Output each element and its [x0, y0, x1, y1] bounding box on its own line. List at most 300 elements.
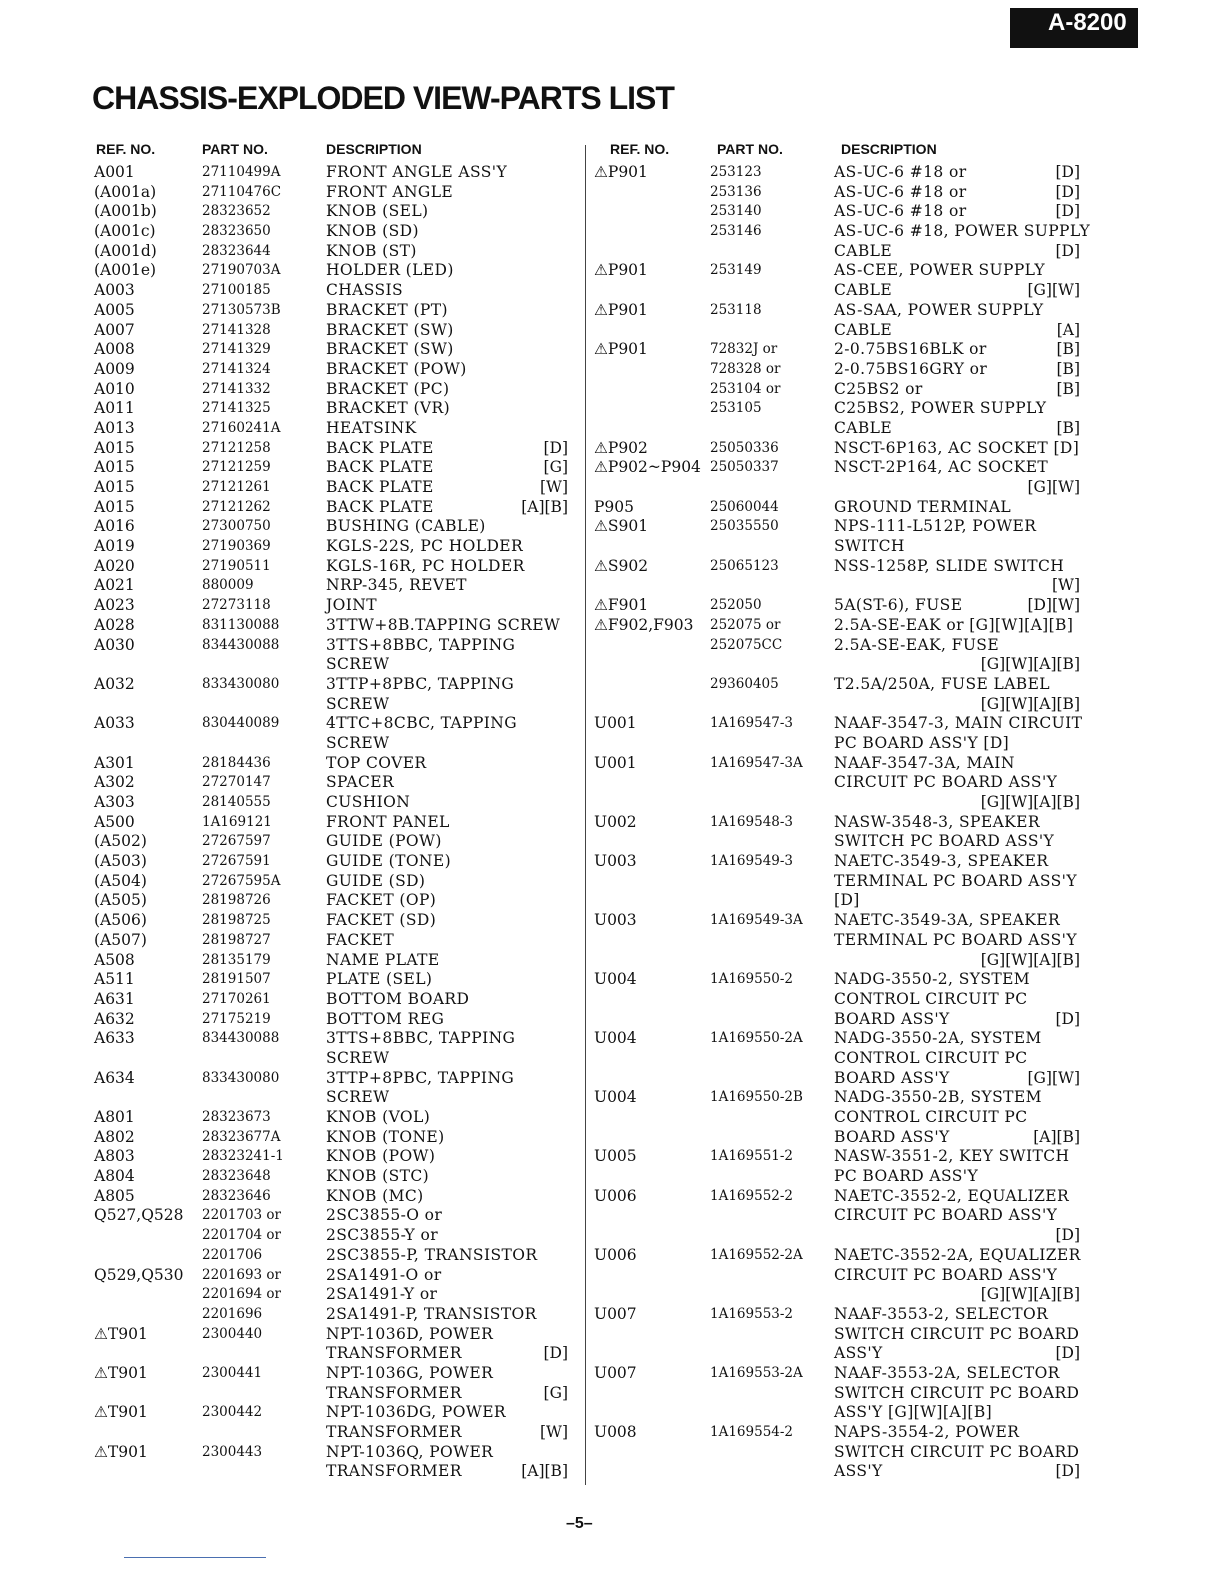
part-no-cell: 1A169549-3A [710, 912, 803, 929]
parts-row [594, 1403, 1080, 1423]
column-divider [585, 145, 586, 1485]
parts-row [594, 1167, 1080, 1187]
description-cell: [D] [834, 891, 860, 910]
description-cell: NADG-3550-2B, SYSTEM [834, 1088, 1042, 1107]
parts-row [94, 852, 568, 872]
part-no-cell: 834430088 [202, 636, 280, 653]
part-no-cell: 28135179 [202, 951, 271, 968]
parts-row [94, 222, 568, 242]
part-no-cell: 28140555 [202, 794, 271, 810]
parts-row [94, 301, 568, 321]
parts-row [94, 1029, 568, 1049]
description-cell: NAAF-3553-2, SELECTOR [834, 1304, 1049, 1323]
part-no-cell: 25050336 [710, 439, 779, 456]
ref-no-cell: Q529,Q530 [94, 1265, 184, 1284]
parts-row [94, 970, 568, 990]
ref-no-cell: A032 [94, 674, 135, 693]
description-cell: FRONT ANGLE ASS'Y [326, 163, 508, 181]
description-cell: FRONT PANEL [326, 812, 450, 831]
ref-no-cell: A033 [94, 714, 135, 733]
parts-row [594, 754, 1080, 774]
description-cell: 2SA1491-O or [326, 1265, 442, 1284]
parts-row [94, 1344, 568, 1364]
parts-row [94, 773, 568, 793]
description-cell: 2SC3855-Y or [326, 1226, 439, 1245]
version-code-cell: [D] [1055, 163, 1080, 181]
part-no-cell: 27190369 [202, 538, 271, 555]
description-cell: HEATSINK [326, 418, 417, 437]
part-no-cell: 728328 or [710, 360, 781, 377]
parts-row [594, 911, 1080, 931]
ref-no-cell: A028 [94, 615, 135, 634]
part-no-cell: 2201693 or [202, 1266, 281, 1283]
parts-row [594, 301, 1080, 321]
description-cell: JOINT [326, 596, 377, 615]
parts-row [94, 1305, 568, 1325]
ref-no-cell: (A504) [94, 871, 147, 890]
part-no-cell: 27267591 [202, 853, 271, 870]
page-title: CHASSIS-EXPLODED VIEW-PARTS LIST [92, 80, 674, 116]
description-cell: CONTROL CIRCUIT PC [834, 1048, 1028, 1067]
description-cell: 3TTP+8PBC, TAPPING [326, 674, 515, 693]
part-no-cell: 252075CC [710, 636, 783, 653]
parts-row [94, 1088, 568, 1108]
description-cell: NAAF-3553-2A, SELECTOR [834, 1363, 1060, 1382]
parts-row [94, 1010, 568, 1030]
parts-row [594, 1285, 1080, 1305]
parts-row [594, 773, 1080, 793]
description-cell: BUSHING (CABLE) [326, 517, 486, 536]
parts-row [594, 458, 1080, 478]
version-code-cell: [A] [1056, 320, 1080, 339]
parts-row [94, 1167, 568, 1187]
version-code-cell: [D] [1055, 202, 1080, 221]
parts-row [94, 911, 568, 931]
ref-no-cell: (A505) [94, 891, 147, 910]
description-cell: NAETC-3549-3A, SPEAKER [834, 911, 1061, 930]
description-cell: C25BS2, POWER SUPPLY [834, 399, 1047, 418]
parts-row [594, 596, 1080, 616]
parts-row [94, 1423, 568, 1443]
ref-no-cell: Q527,Q528 [94, 1206, 184, 1225]
description-cell: SCREW [326, 733, 390, 752]
parts-row [594, 1305, 1080, 1325]
description-cell: BOARD ASS'Y [834, 1127, 950, 1146]
description-cell: CABLE [834, 241, 893, 260]
parts-row [94, 478, 568, 498]
ref-no-cell: ⚠P902~P904 [594, 458, 701, 477]
parts-row [594, 990, 1080, 1010]
description-cell: 4TTC+8CBC, TAPPING [326, 714, 518, 733]
description-cell: T2.5A/250A, FUSE LABEL [834, 674, 1050, 693]
version-code-cell: [G] [543, 1383, 568, 1402]
parts-row [94, 616, 568, 636]
parts-row [594, 675, 1080, 695]
ref-no-cell: (A502) [94, 832, 147, 851]
ref-no-cell: A030 [94, 635, 135, 654]
description-cell: NRP-345, REVET [326, 576, 467, 595]
version-code-cell: [A][B] [521, 497, 568, 516]
parts-row [594, 1443, 1080, 1463]
description-cell: BRACKET (SW) [326, 340, 454, 359]
description-cell: AS-UC-6 #18, POWER SUPPLY [834, 222, 1091, 241]
description-cell: CIRCUIT PC BOARD ASS'Y [834, 773, 1058, 792]
ref-no-cell: A015 [94, 478, 135, 496]
ref-no-cell: A005 [94, 300, 135, 319]
description-cell: 2-0.75BS16GRY or [834, 359, 988, 378]
description-cell: 5A(ST-6), FUSE [834, 596, 963, 615]
description-cell: SCREW [326, 1088, 390, 1107]
part-no-cell: 28323646 [202, 1187, 271, 1204]
parts-row [594, 1049, 1080, 1069]
right-header-part-no: PART NO. [717, 141, 783, 157]
ref-no-cell: A511 [94, 970, 135, 989]
parts-row [594, 1147, 1080, 1167]
part-no-cell: 27110476C [202, 183, 282, 200]
description-cell: KNOB (POW) [326, 1147, 436, 1166]
part-no-cell: 2201704 or [202, 1227, 281, 1244]
parts-row [94, 754, 568, 774]
part-no-cell: 833430080 [202, 675, 280, 692]
part-no-cell: 27141324 [202, 360, 271, 377]
description-cell: TRANSFORMER [326, 1462, 462, 1481]
description-cell: BRACKET (PT) [326, 300, 448, 319]
description-cell: TOP COVER [326, 753, 427, 772]
parts-row [94, 832, 568, 852]
ref-no-cell: U002 [594, 812, 637, 831]
parts-row [94, 734, 568, 754]
part-no-cell: 833430080 [202, 1069, 280, 1086]
version-code-cell: [G][W] [1027, 281, 1080, 300]
description-cell: CABLE [834, 320, 893, 339]
ref-no-cell: U001 [594, 714, 637, 733]
ref-no-cell: ⚠T901 [94, 1442, 148, 1461]
parts-row [94, 931, 568, 951]
part-no-cell: 27270147 [202, 774, 271, 791]
part-no-cell: 27110499A [202, 164, 281, 180]
version-code-cell: [D] [1055, 1226, 1080, 1245]
part-no-cell: 2300440 [202, 1325, 263, 1342]
part-no-cell: 27141329 [202, 341, 271, 358]
version-code-cell: [D] [543, 438, 568, 457]
version-code-cell: [D] [1055, 1344, 1080, 1363]
description-cell: TRANSFORMER [326, 1383, 462, 1402]
description-cell: AS-SAA, POWER SUPPLY [834, 300, 1044, 319]
ref-no-cell: A302 [94, 773, 135, 792]
part-no-cell: 2201696 [202, 1305, 263, 1322]
model-badge: A-8200 [1010, 8, 1138, 48]
description-cell: AS-UC-6 #18 or [834, 182, 967, 201]
parts-row [94, 675, 568, 695]
ref-no-cell: A804 [94, 1167, 135, 1186]
ref-no-cell: ⚠P901 [594, 261, 648, 280]
description-cell: BOTTOM BOARD [326, 989, 470, 1008]
version-code-cell: [G][W][A][B] [980, 793, 1080, 811]
description-cell: NSS-1258P, SLIDE SWITCH [834, 556, 1065, 575]
ref-no-cell: A633 [94, 1029, 135, 1048]
parts-row [594, 261, 1080, 281]
parts-row [94, 498, 568, 518]
version-code-cell: [B] [1056, 340, 1080, 359]
ref-no-cell: A015 [94, 497, 135, 516]
parts-row [594, 813, 1080, 833]
ref-no-cell: U006 [594, 1186, 637, 1205]
parts-row [594, 478, 1080, 498]
ref-no-cell: ⚠T901 [94, 1324, 148, 1343]
parts-row [594, 1384, 1080, 1404]
ref-no-cell: (A001d) [94, 241, 157, 260]
parts-row [94, 1206, 568, 1226]
parts-row [594, 202, 1080, 222]
description-cell: NASW-3551-2, KEY SWITCH [834, 1147, 1070, 1166]
description-cell: ASS'Y [834, 1462, 883, 1481]
parts-row [594, 439, 1080, 459]
parts-row [94, 1266, 568, 1286]
part-no-cell: 27267595A [202, 872, 281, 889]
description-cell: 2SC3855-O or [326, 1206, 443, 1225]
ref-no-cell: (A001e) [94, 261, 157, 280]
description-cell: PC BOARD ASS'Y [834, 1167, 979, 1186]
version-code-cell: [G][W][A][B] [980, 694, 1080, 713]
description-cell: FRONT ANGLE [326, 182, 454, 201]
ref-no-cell: (A503) [94, 852, 147, 871]
description-cell: KNOB (ST) [326, 241, 417, 260]
description-cell: TRANSFORMER [326, 1423, 462, 1441]
description-cell: KGLS-22S, PC HOLDER [326, 537, 524, 556]
part-no-cell: 252075 or [710, 616, 781, 633]
version-code-cell: [W] [1051, 576, 1080, 595]
parts-row [594, 557, 1080, 577]
description-cell: BRACKET (SW) [326, 320, 454, 339]
part-no-cell: 2300441 [202, 1364, 263, 1381]
description-cell: NPS-111-L512P, POWER [834, 517, 1037, 536]
version-code-cell: [A][B] [1033, 1127, 1080, 1146]
parts-row [594, 498, 1080, 518]
parts-row [94, 458, 568, 478]
ref-no-cell: A301 [94, 753, 135, 772]
part-no-cell: 1A169549-3 [710, 853, 794, 870]
description-cell: GROUND TERMINAL [834, 497, 1012, 516]
description-cell: NADG-3550-2, SYSTEM [834, 970, 1031, 989]
ref-no-cell: ⚠P901 [594, 163, 648, 181]
parts-row [94, 951, 568, 971]
ref-no-cell: A632 [94, 1009, 135, 1028]
part-no-cell: 27267597 [202, 833, 271, 850]
parts-row [594, 222, 1091, 242]
part-no-cell: 25060044 [710, 498, 779, 515]
parts-row [594, 340, 1080, 360]
ref-no-cell: ⚠F902,F903 [594, 615, 694, 634]
parts-row [594, 1344, 1080, 1364]
part-no-cell: 28323652 [202, 203, 271, 220]
part-no-cell: 2201694 or [202, 1286, 281, 1303]
part-no-cell: 1A169551-2 [710, 1148, 794, 1165]
description-cell: NSCT-2P164, AC SOCKET [834, 458, 1049, 477]
description-cell: PLATE (SEL) [326, 970, 433, 989]
parts-row [94, 714, 568, 734]
description-cell: NPT-1036G, POWER [326, 1363, 494, 1382]
parts-row [94, 1462, 568, 1482]
parts-row [594, 852, 1080, 872]
version-code-cell: [G][W][A][B] [980, 1285, 1080, 1304]
parts-row [594, 1364, 1080, 1384]
part-no-cell: 28323650 [202, 223, 271, 240]
ref-no-cell: U003 [594, 852, 637, 871]
part-no-cell: 28323677A [202, 1128, 281, 1145]
part-no-cell: 1A169554-2 [710, 1424, 794, 1440]
ref-no-cell: A631 [94, 989, 135, 1008]
description-cell: KNOB (MC) [326, 1186, 424, 1205]
parts-row [594, 655, 1080, 675]
ref-no-cell: (A001b) [94, 202, 157, 221]
description-cell: BACK PLATE [326, 438, 434, 457]
part-no-cell: 28323644 [202, 242, 271, 259]
ref-no-cell: A805 [94, 1186, 135, 1205]
part-no-cell: 1A169552-2A [710, 1246, 803, 1263]
ref-no-cell: (A507) [94, 930, 147, 949]
description-cell: 2SC3855-P, TRANSISTOR [326, 1245, 538, 1264]
ref-no-cell: A021 [94, 576, 135, 595]
ref-no-cell: A011 [94, 399, 135, 418]
description-cell: 3TTP+8PBC, TAPPING [326, 1068, 515, 1087]
ref-no-cell: ⚠P901 [594, 300, 648, 319]
part-no-cell: 27300750 [202, 518, 271, 535]
right-header-description: DESCRIPTION [841, 141, 937, 157]
parts-row [594, 419, 1080, 439]
description-cell: BRACKET (PC) [326, 379, 450, 398]
ref-no-cell: A001 [94, 163, 135, 181]
left-header-ref-no: REF. NO. [96, 141, 156, 157]
part-no-cell: 27121262 [202, 498, 271, 515]
version-code-cell: [D] [1055, 182, 1080, 201]
description-cell: NAPS-3554-2, POWER [834, 1423, 1020, 1441]
description-cell: SWITCH CIRCUIT PC BOARD [834, 1324, 1080, 1343]
parts-row [94, 163, 568, 183]
ref-no-cell: A801 [94, 1108, 135, 1126]
part-no-cell: 253123 [710, 164, 762, 180]
part-no-cell: 1A169553-2A [710, 1364, 803, 1381]
parts-row [594, 537, 1080, 557]
parts-row [94, 636, 568, 656]
ref-no-cell: A802 [94, 1127, 135, 1146]
parts-row [594, 399, 1080, 419]
description-cell: BACK PLATE [326, 478, 434, 496]
description-cell: CUSHION [326, 793, 411, 811]
description-cell: KNOB (VOL) [326, 1108, 431, 1126]
parts-row [594, 1088, 1080, 1108]
parts-row [594, 183, 1080, 203]
ref-no-cell: A020 [94, 556, 135, 575]
ref-no-cell: U004 [594, 1088, 637, 1107]
parts-row [594, 321, 1080, 341]
description-cell: NAME PLATE [326, 950, 440, 969]
description-cell: TRANSFORMER [326, 1344, 462, 1363]
part-no-cell: 27121261 [202, 479, 271, 495]
part-no-cell: 27141325 [202, 400, 271, 417]
parts-row [94, 793, 568, 813]
part-no-cell: 27175219 [202, 1010, 271, 1027]
description-cell: ASS'Y [834, 1344, 883, 1363]
part-no-cell: 2201706 [202, 1246, 263, 1263]
ref-no-cell: A303 [94, 793, 135, 811]
description-cell: 3TTW+8B.TAPPING SCREW [326, 615, 561, 634]
parts-row [94, 655, 568, 675]
ref-no-cell: ⚠S902 [594, 556, 649, 575]
parts-row [594, 1187, 1080, 1207]
description-cell: KNOB (SEL) [326, 202, 429, 221]
ref-no-cell: U007 [594, 1363, 637, 1382]
part-no-cell: 28323673 [202, 1109, 271, 1125]
parts-row [594, 1226, 1080, 1246]
part-no-cell: 1A169548-3 [710, 813, 794, 830]
description-cell: 2.5A-SE-EAK, FUSE [834, 635, 1000, 654]
parts-row [94, 340, 568, 360]
description-cell: NPT-1036Q, POWER [326, 1442, 494, 1461]
ref-no-cell: U004 [594, 1029, 637, 1048]
ref-no-cell: A010 [94, 379, 135, 398]
part-no-cell: 1A169552-2 [710, 1187, 794, 1204]
parts-row [594, 714, 1083, 734]
ref-no-cell: A008 [94, 340, 135, 359]
parts-row [594, 1108, 1080, 1128]
parts-row [94, 1108, 568, 1128]
parts-row [594, 970, 1080, 990]
parts-row [94, 1403, 568, 1423]
description-cell: BOARD ASS'Y [834, 1068, 950, 1087]
parts-row [94, 242, 568, 262]
parts-row [594, 360, 1080, 380]
part-no-cell: 28198726 [202, 892, 271, 909]
parts-row [94, 439, 568, 459]
description-cell: SCREW [326, 694, 390, 713]
version-code-cell: [B] [1056, 359, 1080, 378]
parts-row [594, 1029, 1080, 1049]
version-code-cell: [B] [1056, 379, 1080, 398]
part-no-cell: 880009 [202, 577, 254, 594]
parts-row [594, 872, 1080, 892]
description-cell: 3TTS+8BBC, TAPPING [326, 635, 516, 654]
description-cell: KNOB (SD) [326, 222, 419, 241]
parts-row [94, 1325, 568, 1345]
left-parts-table [94, 163, 568, 1482]
part-no-cell: 28323241-1 [202, 1148, 284, 1165]
description-cell: NPT-1036D, POWER [326, 1324, 494, 1343]
description-cell: CABLE [834, 281, 893, 300]
description-cell: KNOB (TONE) [326, 1127, 445, 1146]
part-no-cell: 2201703 or [202, 1207, 281, 1224]
part-no-cell: 27190511 [202, 557, 271, 574]
parts-row [594, 163, 1080, 183]
parts-row [94, 1147, 568, 1167]
parts-row [594, 616, 1080, 636]
parts-row [594, 695, 1080, 715]
part-no-cell: 1A169553-2 [710, 1305, 794, 1322]
parts-row [594, 242, 1080, 262]
parts-row [94, 1364, 568, 1384]
description-cell: FACKET (SD) [326, 911, 437, 930]
part-no-cell: 1A169550-2 [710, 971, 794, 988]
version-code-cell: [D] [1055, 1462, 1080, 1481]
ref-no-cell: A803 [94, 1147, 135, 1166]
description-cell: SWITCH CIRCUIT PC BOARD [834, 1383, 1080, 1402]
parts-row [594, 734, 1080, 754]
ref-no-cell: A634 [94, 1068, 135, 1087]
parts-row [94, 202, 568, 222]
description-cell: 3TTS+8BBC, TAPPING [326, 1029, 516, 1048]
part-no-cell: 27190703A [202, 262, 281, 279]
parts-row [94, 557, 568, 577]
ref-no-cell: ⚠P901 [594, 340, 648, 359]
